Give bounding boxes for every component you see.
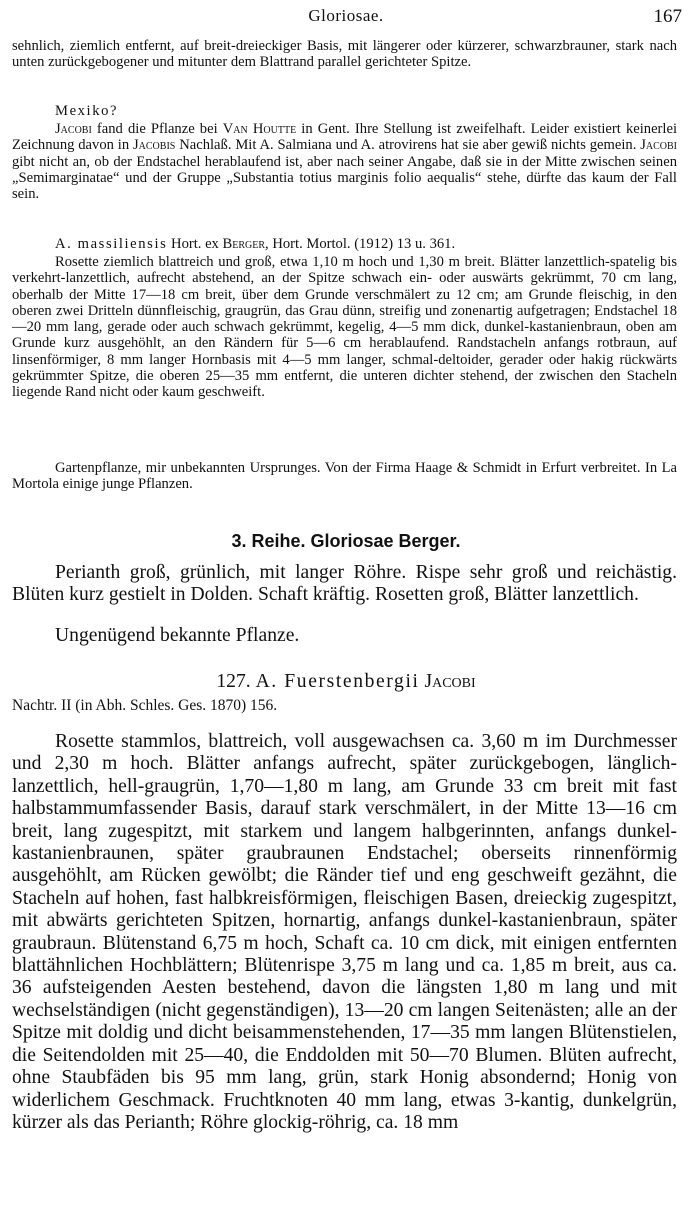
author-name: Jacobi — [640, 137, 677, 154]
running-header — [10, 6, 682, 30]
origin-mexico: Mexiko? — [55, 103, 119, 119]
author-name: Jacobi — [424, 671, 476, 692]
paragraph-insufficiently-known: Ungenügend bekannte Pflanze. — [55, 625, 300, 646]
paragraph-massiliensis-origin: Gartenpflanze, mir unbekannten Ursprunges. Von der Firma Haage & Schmidt in Erfurt verbreitet. In La Mortola einige junge Pflanzen. — [12, 460, 677, 493]
running-title: Gloriosae. — [308, 6, 384, 25]
paragraph-massiliensis-description: Rosette ziemlich blattreich und groß, etwa 1,10 m hoch und 1,30 m breit. Blätter lanzettlich-spatelig bis verkehrt-lanzettlich, aufrecht abstehend, an der Spitze schwach ein- oder auswärts gekrümmt, 70 cm lang, oberhalb der Mitte 17—18 cm breit, über dem Grunde verschmälert zu 12 cm; am Grunde fleischig, in den oberen zwei Dritteln dünnfleischig, graugrün, das Grau dünn, streifig und zonenartig aufgetragen; Endstachel 18—20 mm lang, gerade oder auch schwach gekrümmt, kegelig, 4—5 mm dick, dunkel-kastanienbraun, oben am Grunde kurz ausgehöhlt, an den Rändern für 5—6 cm herablaufend. Randstacheln anfangs rotbraun, auf linsenförmiger, 8 mm langer Hornbasis mit 4—5 mm langer, schmal-deltoider, gerader oder hakig rückwärts gekrümmter Spitze, die oberen 25—35 mm entfernt, die unteren dichter stehend, der zwischen den Stacheln liegende Rand nicht oder kaum geschweift. — [12, 254, 677, 401]
text-run: gibt nicht an, ob der Endstachel herablaufend ist, aber nach seiner Angabe, daß sie in der Mitte zwischen seinen „Semimarginatae“ und der Gruppe „Substantia totius marginis folio aequalis“ stehe, dürfte das kaum der Fall sein. — [12, 153, 677, 203]
species-citation: Nachtr. II (in Abh. Schles. Ges. 1870) 156. — [12, 697, 278, 714]
text-run: Nachlaß. Mit A. Salmiana und A. atrovirens hat sie aber gewiß nichts gemein. — [175, 137, 641, 154]
paragraph-spine-description: sehnlich, ziemlich entfernt, auf breit-dreieckiger Basis, mit längerer oder kürzerer, schwarzbrauner, stark nach unten zurückgebogener und mitunter dem Blattrand parallel gerichteter Spitze. — [12, 38, 677, 71]
author-name: Berger — [222, 236, 266, 252]
author-name: Jacobi — [55, 121, 92, 137]
species-heading — [0, 671, 692, 693]
species-number: 127. — [216, 671, 251, 692]
text-run: fand die Pflanze bei — [91, 121, 223, 137]
page-number: 167 — [653, 6, 682, 27]
text-run: Hort. ex — [167, 236, 223, 252]
species-name: A. Fuerstenbergii — [255, 671, 420, 692]
author-name: Van Houtte — [222, 121, 297, 137]
paragraph-jacobi-note — [12, 121, 677, 202]
paragraph-section-description: Perianth groß, grünlich, mit langer Röhre. Rispe sehr groß und reichästig. Blüten kurz gestielt in Dolden. Schaft kräftig. Rosetten groß, Blätter lanzettlich. — [12, 562, 677, 606]
species-entry-massiliensis — [12, 236, 677, 252]
author-name: Jacobis — [132, 137, 176, 154]
section-heading: 3. Reihe. Gloriosae Berger. — [231, 531, 461, 551]
text-run: in Gent. Ihre Stellung ist zweifelhaft. Leider existiert keinerlei Zeichnung davon in — [12, 121, 677, 154]
text-run: , Hort. Mortol. (1912) 13 u. 361. — [265, 236, 456, 252]
paragraph-species-description: Rosette stammlos, blattreich, voll ausgewachsen ca. 3,60 m im Durchmesser und 2,30 m hoch. Blätter anfangs aufrecht, später zurückgebogen, länglich-lanzettlich, hell-graugrün, 1,70—1,80 m lang, am Grunde 33 cm breit mit fast halbstammumfassender Basis, darauf stark verschmälert, in der Mitte 13—16 cm breit, lang zugespitzt, mit starkem und langem halbgerinnten, anfangs dunkel-kastanienbraunen, später graubraunen Endstachel; oberseits rinnenförmig ausgehöhlt, am Rücken gewölbt; die Ränder tief und eng geschweift gezähnt, die Stacheln auf hohen, fast halbkreisförmigen, fleischigen Basen, dreieckig zugespitzt, mit abwärts gerichteten Spitzen, hornartig, anfangs dunkel-kastanienbraun, später graubraun. Blütenstand 6,75 m hoch, Schaft ca. 10 cm dick, mit einigen entfernten blattähnlichen Hochblättern; Blütenrispe 3,75 m lang und ca. 1,85 m breit, aus ca. 36 aufsteigenden Aesten bestehend, davon die längsten 1,80 m lang und mit wechselständigen (nicht gegenständigen), 13—20 cm langen Seitenästen; alle an der Spitze mit doldig und dicht beisammenstehenden, 17—35 mm langen Blütenstielen, die Seitendolden mit 25—40, die Enddolden mit 50—70 Blumen. Blüten aufrecht, ohne Staubfäden bis 95 mm lang, grün, stark Honig absondernd; Honig von widerlichem Geschmack. Fruchtknoten 40 mm lang, etwas 3-kantig, dunkelgrün, kürzer als das Perianth; Röhre glockig-röhrig, ca. 18 mm — [12, 731, 677, 1133]
species-name: A. massiliensis — [55, 236, 168, 252]
